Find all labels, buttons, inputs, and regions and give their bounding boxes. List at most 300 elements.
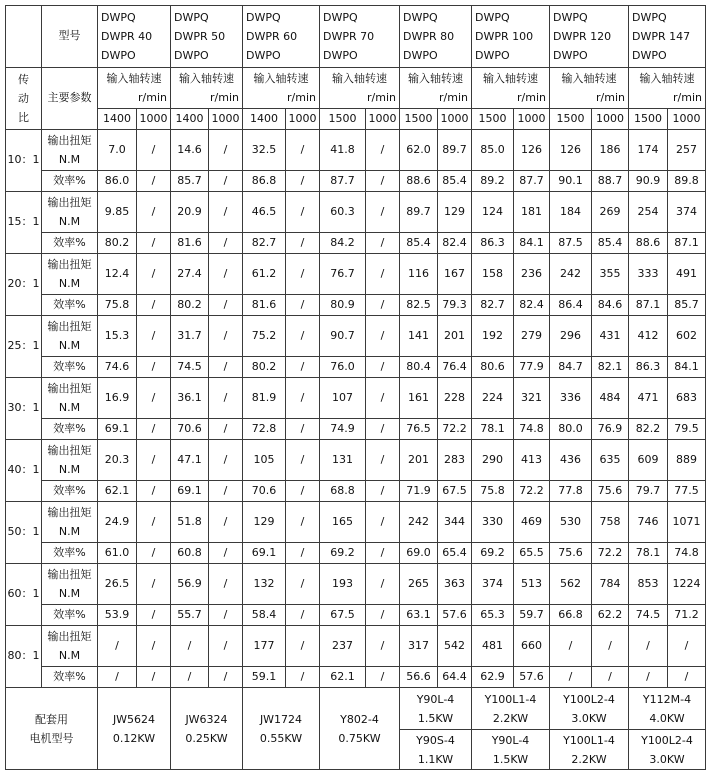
efficiency-row [6, 419, 706, 440]
torque-cell: 15.3 [98, 316, 137, 357]
efficiency-cell: / [137, 543, 171, 564]
torque-cell: 746 [629, 502, 668, 543]
speed-cell: 1400 [171, 109, 209, 130]
input-speed-header: 输入轴转速 r/min [320, 68, 400, 109]
motor-cell: Y90L-4 1.5KW [472, 730, 550, 770]
ratio-label: 40：1 [6, 440, 42, 502]
torque-cell: / [209, 626, 243, 667]
efficiency-cell: / [629, 667, 668, 688]
efficiency-cell: 85.7 [668, 295, 706, 316]
efficiency-cell: 69.1 [98, 419, 137, 440]
efficiency-cell: / [137, 233, 171, 254]
transmission-ratio-label: 传 动 比 [6, 68, 42, 130]
ratio-label: 15：1 [6, 192, 42, 254]
output-torque-label: 输出扭矩 N.M [42, 502, 98, 543]
torque-cell: 363 [438, 564, 472, 605]
torque-cell: 283 [438, 440, 472, 481]
efficiency-cell: / [209, 667, 243, 688]
efficiency-cell: / [592, 667, 629, 688]
torque-cell: 81.9 [243, 378, 286, 419]
torque-cell: 41.8 [320, 130, 366, 171]
torque-cell: 131 [320, 440, 366, 481]
efficiency-cell: 56.6 [400, 667, 438, 688]
efficiency-cell: / [137, 171, 171, 192]
speed-cell: 1500 [472, 109, 514, 130]
efficiency-cell: / [209, 543, 243, 564]
torque-cell: / [137, 316, 171, 357]
speed-cell: 1000 [366, 109, 400, 130]
efficiency-cell: / [137, 419, 171, 440]
model-header: DWPQ DWPR 40 DWPO [98, 6, 171, 68]
input-speed-header: 输入轴转速 r/min [243, 68, 320, 109]
efficiency-cell: 70.6 [171, 419, 209, 440]
torque-cell: 374 [472, 564, 514, 605]
efficiency-row [6, 543, 706, 564]
torque-cell: 242 [550, 254, 592, 295]
torque-cell: 7.0 [98, 130, 137, 171]
output-torque-label: 输出扭矩 N.M [42, 626, 98, 667]
spec-table [5, 5, 706, 770]
efficiency-cell: 85.7 [171, 171, 209, 192]
torque-row [6, 440, 706, 481]
efficiency-cell: 86.3 [629, 357, 668, 378]
torque-cell: 126 [550, 130, 592, 171]
corner-cell [6, 6, 42, 68]
efficiency-label: 效率% [42, 357, 98, 378]
efficiency-cell: 86.0 [98, 171, 137, 192]
efficiency-cell: 88.6 [629, 233, 668, 254]
efficiency-cell: 87.1 [668, 233, 706, 254]
torque-cell: / [209, 378, 243, 419]
input-speed-header: 输入轴转速 r/min [550, 68, 629, 109]
main-params-label: 主要参数 [42, 68, 98, 130]
efficiency-cell: / [137, 605, 171, 626]
torque-row [6, 130, 706, 171]
torque-cell: / [209, 440, 243, 481]
torque-cell: 16.9 [98, 378, 137, 419]
efficiency-cell: 59.1 [243, 667, 286, 688]
efficiency-cell: / [668, 667, 706, 688]
efficiency-cell: 57.6 [514, 667, 550, 688]
efficiency-cell: 88.6 [400, 171, 438, 192]
efficiency-label: 效率% [42, 295, 98, 316]
torque-cell: / [137, 502, 171, 543]
efficiency-cell: 76.0 [320, 357, 366, 378]
efficiency-cell: 64.4 [438, 667, 472, 688]
torque-cell: 24.9 [98, 502, 137, 543]
input-speed-header: 输入轴转速 r/min [472, 68, 550, 109]
torque-cell: / [286, 626, 320, 667]
efficiency-cell: / [286, 171, 320, 192]
torque-cell: 296 [550, 316, 592, 357]
torque-cell: 105 [243, 440, 286, 481]
efficiency-label: 效率% [42, 543, 98, 564]
torque-cell: / [209, 564, 243, 605]
torque-cell: 853 [629, 564, 668, 605]
efficiency-cell: 57.6 [438, 605, 472, 626]
torque-row [6, 254, 706, 295]
efficiency-cell: 62.1 [98, 481, 137, 502]
speed-cell: 1000 [137, 109, 171, 130]
torque-cell: 344 [438, 502, 472, 543]
efficiency-cell: 86.8 [243, 171, 286, 192]
speed-cell: 1000 [209, 109, 243, 130]
efficiency-cell: / [209, 233, 243, 254]
torque-cell: 75.2 [243, 316, 286, 357]
speed-cell: 1000 [668, 109, 706, 130]
torque-cell: / [366, 440, 400, 481]
efficiency-cell: 72.8 [243, 419, 286, 440]
torque-cell: / [550, 626, 592, 667]
motor-row-upper [6, 688, 706, 730]
efficiency-cell: 72.2 [514, 481, 550, 502]
efficiency-cell: 63.1 [400, 605, 438, 626]
torque-cell: / [366, 192, 400, 233]
torque-cell: / [668, 626, 706, 667]
torque-cell: / [209, 192, 243, 233]
torque-cell: 46.5 [243, 192, 286, 233]
efficiency-label: 效率% [42, 481, 98, 502]
efficiency-label: 效率% [42, 419, 98, 440]
torque-cell: 660 [514, 626, 550, 667]
efficiency-cell: 74.5 [171, 357, 209, 378]
efficiency-cell: / [137, 667, 171, 688]
efficiency-cell: / [366, 419, 400, 440]
efficiency-cell: 72.2 [438, 419, 472, 440]
torque-cell: 90.7 [320, 316, 366, 357]
torque-cell: 469 [514, 502, 550, 543]
efficiency-cell: 82.2 [629, 419, 668, 440]
efficiency-cell: 82.4 [514, 295, 550, 316]
efficiency-cell: 75.6 [550, 543, 592, 564]
efficiency-cell: / [137, 481, 171, 502]
header-row-params [6, 68, 706, 109]
efficiency-cell: / [286, 481, 320, 502]
efficiency-cell: / [366, 357, 400, 378]
efficiency-cell: 62.2 [592, 605, 629, 626]
efficiency-cell: 85.4 [400, 233, 438, 254]
model-header: DWPQ DWPR 80 DWPO [400, 6, 472, 68]
efficiency-row [6, 605, 706, 626]
torque-cell: / [286, 440, 320, 481]
efficiency-cell: 72.2 [592, 543, 629, 564]
torque-row [6, 564, 706, 605]
torque-cell: 177 [243, 626, 286, 667]
torque-cell: 237 [320, 626, 366, 667]
torque-cell: 20.3 [98, 440, 137, 481]
efficiency-cell: / [550, 667, 592, 688]
header-row-models [6, 6, 706, 68]
efficiency-cell: 75.8 [98, 295, 137, 316]
efficiency-cell: 69.1 [171, 481, 209, 502]
efficiency-cell: 74.8 [514, 419, 550, 440]
torque-cell: 186 [592, 130, 629, 171]
motor-cell: JW1724 0.55KW [243, 688, 320, 770]
input-speed-header: 输入轴转速 r/min [98, 68, 171, 109]
efficiency-cell: / [286, 605, 320, 626]
ratio-label: 80：1 [6, 626, 42, 688]
torque-cell: 27.4 [171, 254, 209, 295]
efficiency-cell: 69.0 [400, 543, 438, 564]
efficiency-cell: 67.5 [438, 481, 472, 502]
torque-cell: 89.7 [400, 192, 438, 233]
torque-cell: / [592, 626, 629, 667]
efficiency-cell: 69.2 [472, 543, 514, 564]
output-torque-label: 输出扭矩 N.M [42, 130, 98, 171]
torque-cell: 336 [550, 378, 592, 419]
efficiency-cell: 84.6 [592, 295, 629, 316]
torque-cell: 193 [320, 564, 366, 605]
torque-cell: / [286, 254, 320, 295]
efficiency-row [6, 667, 706, 688]
torque-cell: 683 [668, 378, 706, 419]
speed-cell: 1400 [243, 109, 286, 130]
motor-cell: Y90L-4 1.5KW [400, 688, 472, 730]
efficiency-cell: 80.6 [472, 357, 514, 378]
torque-cell: / [209, 254, 243, 295]
torque-cell: / [366, 564, 400, 605]
torque-cell: / [137, 440, 171, 481]
efficiency-cell: 76.5 [400, 419, 438, 440]
torque-cell: 436 [550, 440, 592, 481]
torque-row [6, 502, 706, 543]
efficiency-cell: 53.9 [98, 605, 137, 626]
efficiency-row [6, 357, 706, 378]
efficiency-cell: / [366, 233, 400, 254]
torque-cell: 481 [472, 626, 514, 667]
torque-row [6, 626, 706, 667]
torque-cell: 254 [629, 192, 668, 233]
efficiency-cell: 76.4 [438, 357, 472, 378]
efficiency-cell: / [366, 171, 400, 192]
efficiency-cell: 80.4 [400, 357, 438, 378]
torque-cell: 279 [514, 316, 550, 357]
speed-cell: 1400 [98, 109, 137, 130]
efficiency-cell: 80.0 [550, 419, 592, 440]
efficiency-cell: / [209, 357, 243, 378]
efficiency-cell: 86.3 [472, 233, 514, 254]
efficiency-cell: / [366, 605, 400, 626]
efficiency-cell: 62.1 [320, 667, 366, 688]
efficiency-cell: 71.2 [668, 605, 706, 626]
motor-cell: Y90S-4 1.1KW [400, 730, 472, 770]
torque-cell: 192 [472, 316, 514, 357]
efficiency-cell: / [286, 357, 320, 378]
torque-cell: 60.3 [320, 192, 366, 233]
efficiency-cell: 74.8 [668, 543, 706, 564]
speed-cell: 1500 [550, 109, 592, 130]
torque-cell: / [286, 130, 320, 171]
input-speed-header: 输入轴转速 r/min [400, 68, 472, 109]
efficiency-cell: 78.1 [629, 543, 668, 564]
torque-cell: 491 [668, 254, 706, 295]
torque-cell: 1224 [668, 564, 706, 605]
ratio-label: 25：1 [6, 316, 42, 378]
torque-cell: 26.5 [98, 564, 137, 605]
torque-cell: 471 [629, 378, 668, 419]
efficiency-cell: 85.4 [438, 171, 472, 192]
torque-cell: 224 [472, 378, 514, 419]
motor-cell: Y802-4 0.75KW [320, 688, 400, 770]
torque-cell: / [171, 626, 209, 667]
efficiency-cell: / [137, 295, 171, 316]
torque-cell: 635 [592, 440, 629, 481]
efficiency-cell: 82.7 [472, 295, 514, 316]
efficiency-row [6, 481, 706, 502]
efficiency-cell: 71.9 [400, 481, 438, 502]
ratio-label: 60：1 [6, 564, 42, 626]
torque-cell: / [137, 130, 171, 171]
torque-cell: 85.0 [472, 130, 514, 171]
speed-cell: 1500 [400, 109, 438, 130]
motor-cell: Y100L2-4 3.0KW [550, 688, 629, 730]
efficiency-cell: 88.7 [592, 171, 629, 192]
efficiency-cell: / [366, 543, 400, 564]
efficiency-cell: 80.2 [98, 233, 137, 254]
efficiency-cell: 86.4 [550, 295, 592, 316]
efficiency-cell: 84.7 [550, 357, 592, 378]
torque-cell: 484 [592, 378, 629, 419]
efficiency-cell: 82.1 [592, 357, 629, 378]
efficiency-cell: 66.8 [550, 605, 592, 626]
efficiency-cell: / [286, 667, 320, 688]
model-header: DWPQ DWPR 120 DWPO [550, 6, 629, 68]
torque-cell: / [366, 502, 400, 543]
output-torque-label: 输出扭矩 N.M [42, 254, 98, 295]
torque-cell: / [209, 502, 243, 543]
torque-cell: / [366, 130, 400, 171]
ratio-label: 30：1 [6, 378, 42, 440]
efficiency-cell: 80.9 [320, 295, 366, 316]
speed-cell: 1500 [629, 109, 668, 130]
torque-cell: / [286, 378, 320, 419]
efficiency-cell: / [286, 543, 320, 564]
model-header: DWPQ DWPR 70 DWPO [320, 6, 400, 68]
efficiency-cell: 90.1 [550, 171, 592, 192]
efficiency-row [6, 295, 706, 316]
model-header: DWPQ DWPR 60 DWPO [243, 6, 320, 68]
efficiency-cell: 65.4 [438, 543, 472, 564]
torque-cell: 889 [668, 440, 706, 481]
efficiency-cell: 74.6 [98, 357, 137, 378]
efficiency-cell: 80.2 [243, 357, 286, 378]
torque-row [6, 378, 706, 419]
torque-cell: 165 [320, 502, 366, 543]
torque-cell: / [366, 254, 400, 295]
efficiency-cell: 68.8 [320, 481, 366, 502]
header-row-speeds [6, 109, 706, 130]
torque-cell: / [137, 192, 171, 233]
motor-cell: JW6324 0.25KW [171, 688, 243, 770]
efficiency-cell: 84.1 [668, 357, 706, 378]
ratio-label: 50：1 [6, 502, 42, 564]
torque-cell: 76.7 [320, 254, 366, 295]
torque-cell: 51.8 [171, 502, 209, 543]
efficiency-label: 效率% [42, 667, 98, 688]
efficiency-cell: 61.0 [98, 543, 137, 564]
torque-cell: 124 [472, 192, 514, 233]
efficiency-cell: / [366, 667, 400, 688]
output-torque-label: 输出扭矩 N.M [42, 378, 98, 419]
torque-cell: 62.0 [400, 130, 438, 171]
efficiency-cell: 77.8 [550, 481, 592, 502]
speed-cell: 1000 [286, 109, 320, 130]
torque-cell: 317 [400, 626, 438, 667]
output-torque-label: 输出扭矩 N.M [42, 564, 98, 605]
torque-cell: 61.2 [243, 254, 286, 295]
torque-cell: 32.5 [243, 130, 286, 171]
motor-cell: JW5624 0.12KW [98, 688, 171, 770]
torque-cell: 758 [592, 502, 629, 543]
torque-cell: 89.7 [438, 130, 472, 171]
efficiency-cell: 55.7 [171, 605, 209, 626]
torque-cell: / [209, 130, 243, 171]
speed-cell: 1500 [320, 109, 366, 130]
efficiency-label: 效率% [42, 605, 98, 626]
torque-cell: 530 [550, 502, 592, 543]
torque-cell: 161 [400, 378, 438, 419]
efficiency-cell: / [209, 419, 243, 440]
torque-cell: 174 [629, 130, 668, 171]
efficiency-cell: 65.5 [514, 543, 550, 564]
torque-cell: 158 [472, 254, 514, 295]
torque-cell: / [137, 378, 171, 419]
torque-cell: 374 [668, 192, 706, 233]
torque-cell: 242 [400, 502, 438, 543]
torque-cell: 784 [592, 564, 629, 605]
torque-cell: 513 [514, 564, 550, 605]
efficiency-cell: / [366, 481, 400, 502]
efficiency-cell: 62.9 [472, 667, 514, 688]
efficiency-cell: / [98, 667, 137, 688]
efficiency-cell: 75.6 [592, 481, 629, 502]
efficiency-cell: 78.1 [472, 419, 514, 440]
efficiency-cell: / [171, 667, 209, 688]
ratio-label: 20：1 [6, 254, 42, 316]
torque-cell: 355 [592, 254, 629, 295]
efficiency-cell: / [366, 295, 400, 316]
torque-cell: 542 [438, 626, 472, 667]
efficiency-cell: 74.5 [629, 605, 668, 626]
model-header: DWPQ DWPR 100 DWPO [472, 6, 550, 68]
efficiency-label: 效率% [42, 233, 98, 254]
torque-cell: 290 [472, 440, 514, 481]
torque-cell: 431 [592, 316, 629, 357]
efficiency-cell: / [209, 481, 243, 502]
efficiency-cell: / [286, 419, 320, 440]
efficiency-cell: 76.9 [592, 419, 629, 440]
output-torque-label: 输出扭矩 N.M [42, 192, 98, 233]
torque-cell: / [286, 502, 320, 543]
motor-cell: Y100L1-4 2.2KW [472, 688, 550, 730]
torque-cell: 412 [629, 316, 668, 357]
torque-cell: 602 [668, 316, 706, 357]
torque-cell: 129 [438, 192, 472, 233]
motor-cell: Y100L1-4 2.2KW [550, 730, 629, 770]
efficiency-cell: / [286, 233, 320, 254]
torque-cell: 413 [514, 440, 550, 481]
torque-cell: 184 [550, 192, 592, 233]
motor-cell: Y100L2-4 3.0KW [629, 730, 706, 770]
torque-row [6, 316, 706, 357]
efficiency-cell: 79.3 [438, 295, 472, 316]
torque-cell: 257 [668, 130, 706, 171]
torque-cell: / [366, 378, 400, 419]
torque-cell: / [98, 626, 137, 667]
model-header: DWPQ DWPR 147 DWPO [629, 6, 706, 68]
torque-cell: 47.1 [171, 440, 209, 481]
torque-cell: 1071 [668, 502, 706, 543]
